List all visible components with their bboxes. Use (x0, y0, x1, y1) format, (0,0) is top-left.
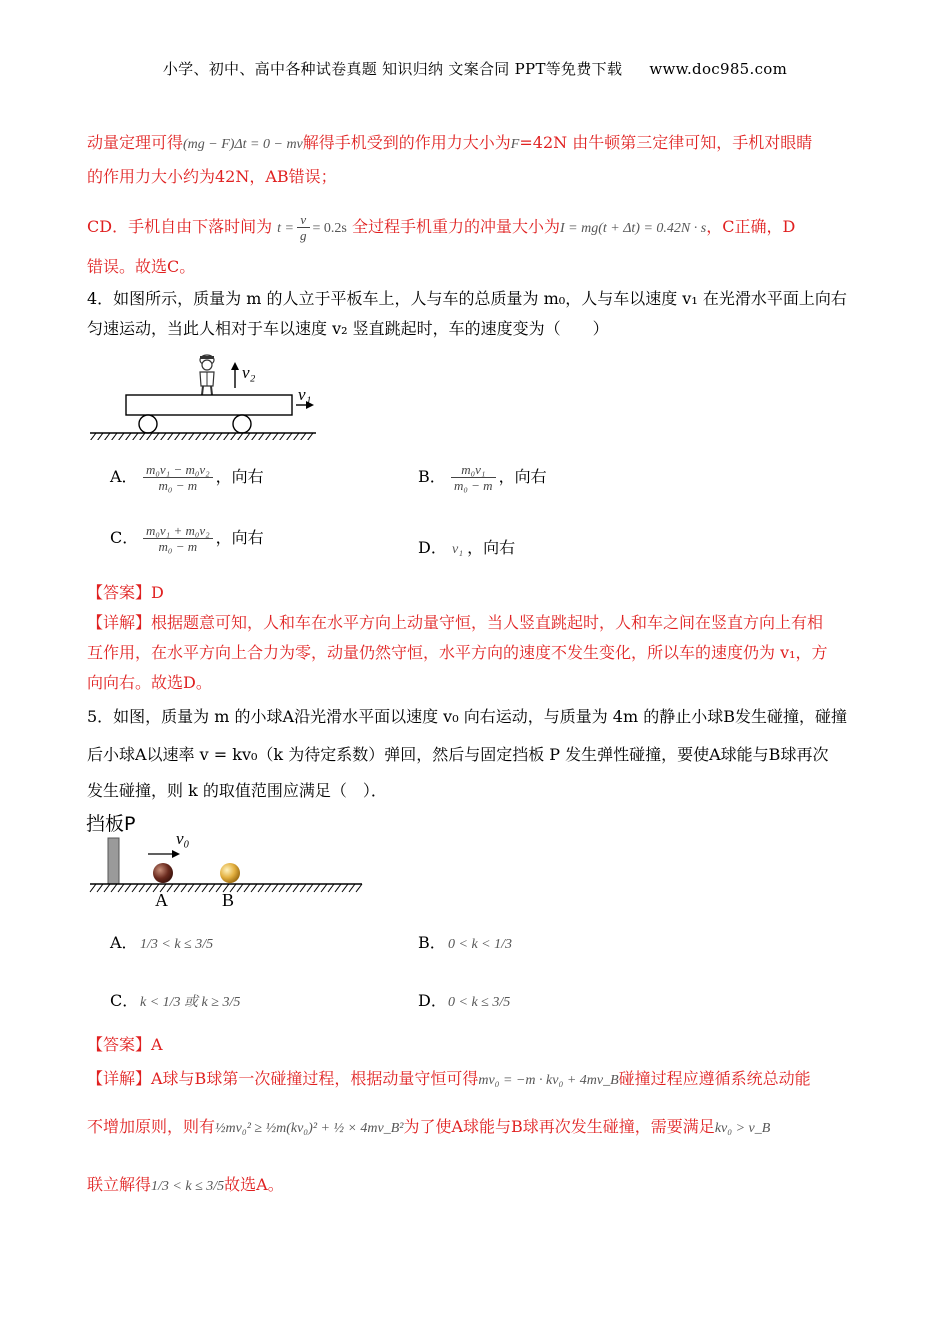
v1-label: v₁ (298, 385, 312, 404)
q5-detail-line3: 联立解得1/3 < k ≤ 3/5故选A。 (87, 1175, 284, 1194)
cart-body (126, 395, 292, 415)
header-url[interactable]: www.doc985.com (649, 60, 788, 78)
q4-cart-figure (86, 348, 326, 440)
q4-answer: 【答案】D (87, 583, 164, 602)
q5-detail-line1: 【详解】A球与B球第一次碰撞过程，根据动量守恒可得mv₀ = −m · kv₀ + 4mv_B碰撞过程应遵循系统总动能 (87, 1069, 811, 1088)
q3-solution-line3: CD．手机自由下落时间为 t = $\frac{v}{g}$ = 0.2s 全过程手机重力的冲量大小为I = mg(t + Δt) = 0.42N · s，C正确，D (87, 212, 796, 243)
q4-option-c[interactable]: C． $\frac{\text{m₀v₁ + m₀v₂}}{\text{m₀ − m}}$ ，向右 (110, 523, 264, 554)
q5-detail-line2: 不增加原则，则有½mv₀² ≥ ½m(kv₀)² + ½ × 4mv_B²为了使A球能与B球再次发生碰撞，需要满足kv₀ > v_B (87, 1117, 771, 1136)
ball-a (153, 863, 173, 883)
q3-fraction-v-over-g: $\frac{v}{g}$ (297, 212, 310, 243)
page-header (0, 58, 950, 79)
q4-option-d[interactable]: D． v₁ ，向右 (418, 538, 516, 557)
q3-solution-line4: 错误。故选C。 (87, 257, 196, 276)
q5-stem-line2: 后小球A以速率 v = kv₀（k 为待定系数）弹回，然后与固定挡板 P 发生弹性碰撞，要使A球能与B球再次 (87, 745, 829, 764)
q5-stem-line1: 5．如图，质量为 m 的小球A沿光滑水平面以速度 v₀ 向右运动，与质量为 4m 的静止小球B发生碰撞，碰撞 (87, 707, 847, 726)
q4-stem-line2: 匀速运动，当此人相对于车以速度 v₂ 竖直跳起时，车的速度变为（ ） (87, 319, 609, 338)
q4-detail-line2: 互作用，在水平方向上合力为零，动量仍然守恒，水平方向的速度不发生变化，所以车的速度仍为 v₁，方 (87, 643, 828, 662)
q5-option-b[interactable]: B． 0 < k < 1/3 (418, 933, 512, 952)
q5-equation-energy: ½mv₀² ≥ ½m(kv₀)² + ½ × 4mv_B² (215, 1121, 404, 1136)
cart-wheel (139, 415, 157, 433)
v0-label: v₀ (176, 829, 190, 848)
ball-b-label: B (222, 890, 235, 910)
q3-solution-line2: 的作用力大小约为42N，AB错误； (87, 167, 337, 186)
barrier-p (108, 838, 119, 884)
person-icon (200, 355, 214, 395)
q4-detail-line3: 向向右。故选D。 (87, 673, 212, 692)
board-label: 挡板P (86, 813, 136, 835)
q4-option-b[interactable]: B． $\frac{\text{m₀v₁}}{\text{m₀ − m}}$ ，向右 (418, 462, 547, 493)
q4-option-a[interactable]: A． $\frac{\text{m₀v₁ − m₀v₂}}{\text{m₀ − m}}$ ，向右 (110, 462, 264, 493)
q3-equation-momentum: (mg − F)Δt = 0 − mv (183, 137, 303, 152)
q5-collision-figure (86, 810, 366, 910)
q4-stem-line1: 4．如图所示，质量为 m 的人立于平板车上，人与车的总质量为 m₀，人与车以速度 v₁ 在光滑水平面上向右 (87, 289, 847, 308)
q5-option-a[interactable]: A． 1/3 < k ≤ 3/5 (110, 933, 214, 952)
q5-stem-line3: 发生碰撞，则 k 的取值范围应满足（ ）． (87, 781, 387, 800)
q5-inequality: kv₀ > v_B (714, 1121, 771, 1136)
q5-option-c[interactable]: C． k < 1/3 或 k ≥ 3/5 (110, 991, 241, 1010)
q5-equation-momentum: mv₀ = −m · kv₀ + 4mv_B (478, 1073, 619, 1088)
q4-detail-line1: 【详解】根据题意可知，人和车在水平方向上动量守恒，当人竖直跳起时，人和车之间在竖直方向上有相 (87, 613, 824, 632)
cart-wheel (233, 415, 251, 433)
header-text: 小学、初中、高中各种试卷真题 知识归纳 文案合同 PPT等免费下载 (162, 60, 623, 78)
ball-a-label: A (155, 890, 168, 910)
v2-label: v₂ (242, 363, 256, 382)
q5-option-d[interactable]: D．0 < k ≤ 3/5 (418, 991, 511, 1010)
q3-solution-line1: 动量定理可得(mg − F)Δt = 0 − mv解得手机受到的作用力大小为F=42N 由牛顿第三定律可知，手机对眼睛 (87, 133, 813, 152)
q3-equation-impulse: I = mg(t + Δt) = 0.42N · s (559, 221, 707, 236)
q5-answer: 【答案】A (87, 1035, 163, 1054)
ball-b (220, 863, 240, 883)
q5-result: 1/3 < k ≤ 3/5 (151, 1179, 225, 1194)
